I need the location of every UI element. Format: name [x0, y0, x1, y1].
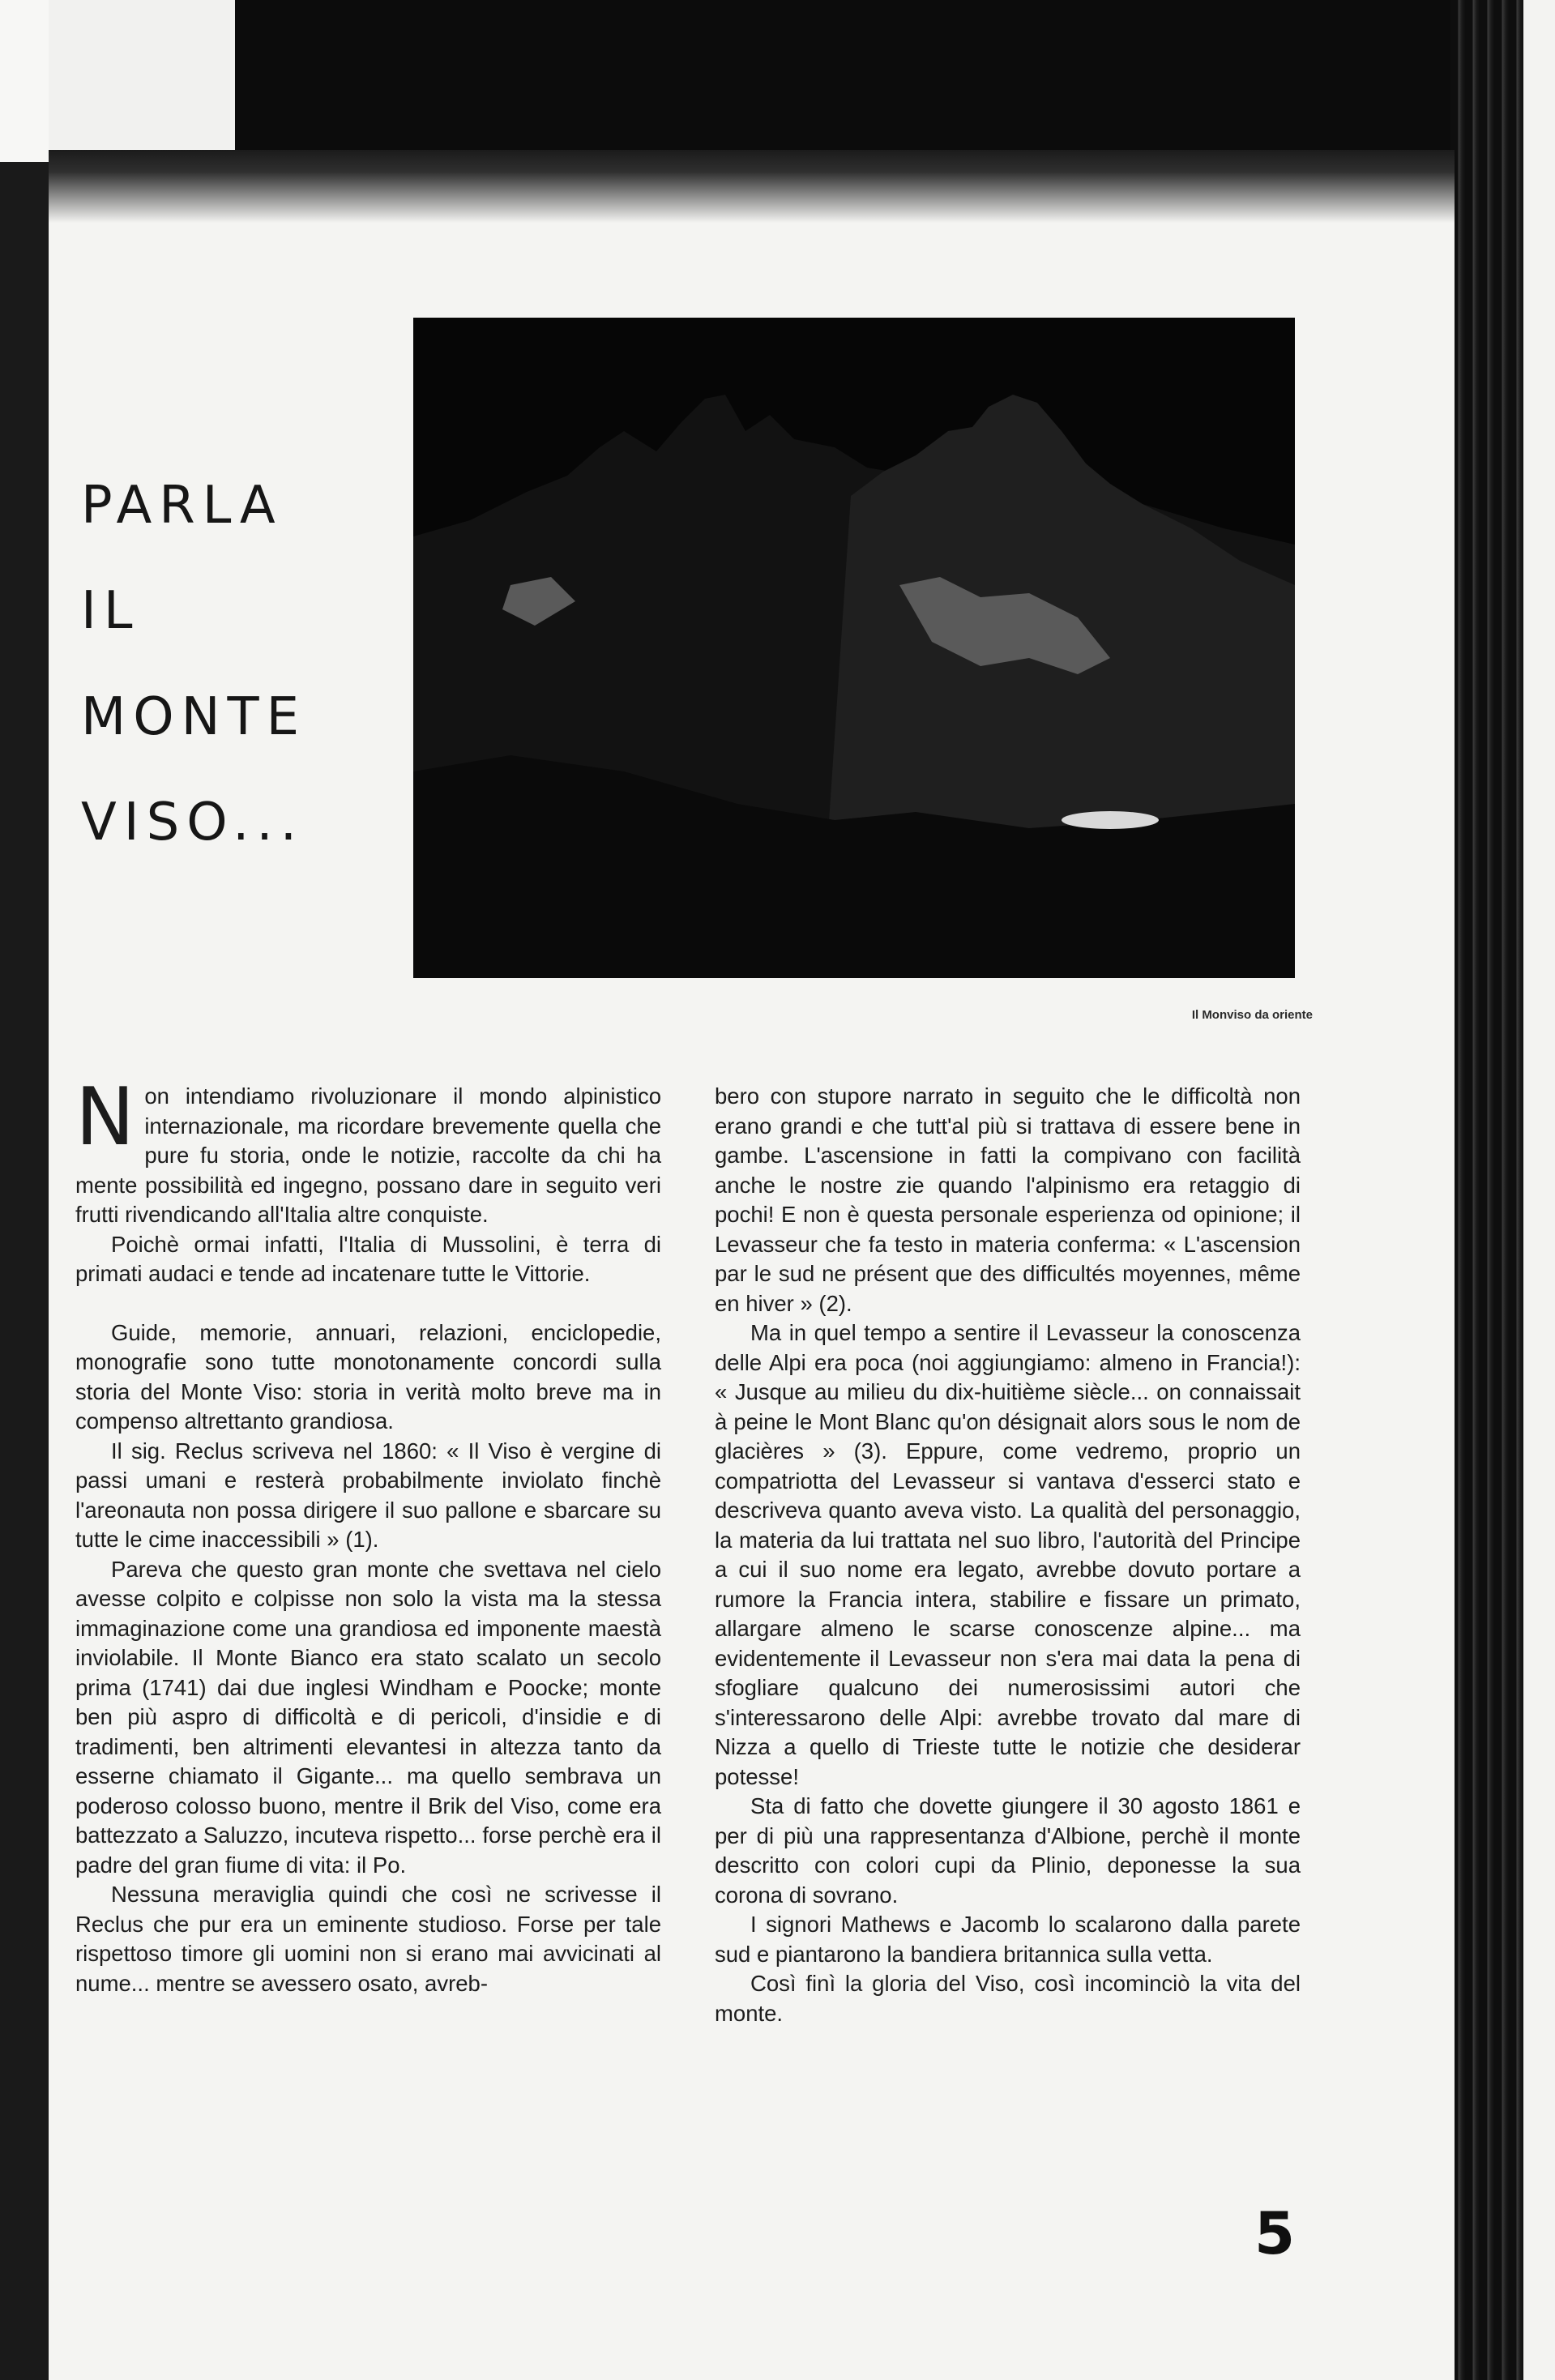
mountain-photo — [413, 318, 1295, 978]
paragraph-11: Così finì la gloria del Viso, così incominciò la vita del monte. — [715, 1971, 1301, 2026]
paragraph-4: Il sig. Reclus scriveva nel 1860: « Il Viso è vergine di passi umani e resterà probabilmente inviolato finchè l'areonauta non possa dirigere il suo pallone e sbarcare su tutte le cime inaccessibili » (1). — [75, 1438, 661, 1552]
paragraph-8: Ma in quel tempo a sentire il Levasseur la conoscenza delle Alpi era poca (noi aggiungiamo: almeno in Francia!): « Jusque au milieu du dix-huitième siècle... on connaissait à peine le Mont Blanc qu'on désignait alors sous le nom de glacières » (3). Eppure, come vedremo, proprio un compatriotta del Levasseur si vantava d'esserci stato e descriveva quanto aveva visto. La qualità del personaggio, la materia da lui trattata nel suo libro, l'autorità del Principe a cui il suo nome era legato, avrebbe dovuto portare a rumore la Francia intera, stabilire e fissare un primato, allargare almeno le scarse conoscenze alpine... ma evidentemente il Levasseur non s'era mai data la pena di sfogliare qualcuno dei numerosissimi autori che s'interessarono delle Alpi: avrebbe trovato dal mare di Nizza a quello di Trieste tutte le notizie che desiderar potesse! — [715, 1320, 1301, 1789]
title-line-2: IL — [81, 581, 140, 641]
title-line-4: VISO... — [81, 793, 305, 852]
photo-caption: Il Monviso da oriente — [1191, 1008, 1313, 1022]
scan-border-top-left-edge — [0, 0, 49, 162]
right-column — [715, 1082, 1301, 2028]
title-line-3: MONTE — [81, 687, 306, 747]
page-shadow — [49, 150, 1455, 223]
paragraph-1-text: on intendiamo rivoluzionare il mondo alpinistico internazionale, ma ricordare brevemente quella che pure fu storia, onde le notizie, raccolte da chi ha mente possibilità ed ingegno, possano dare in seguito veri frutti rivendicando all'Italia altre conquiste. — [75, 1083, 661, 1227]
paragraph-6: Nessuna meraviglia quindi che così ne scrivesse il Reclus che pur era un eminente studioso. Forse per tale rispettoso timore gli uomini non si erano mai avvicinati al nume... mentre se avessero osato, avreb- — [75, 1882, 661, 1996]
left-column — [75, 1071, 661, 1998]
paragraph-5: Pareva che questo gran monte che svettava nel cielo avesse colpito e colpisse non solo la vista ma la stessa immaginazione come una grandiosa ed imponente maestà inviolabile. Il Monte Bianco era stato scalato un secolo prima (1741) dai due inglesi Windham e Poocke; monte ben più aspro di difficoltà e di pericoli, d'insidie e di tradimenti, ben altrimenti elevantesi in altezza tanto da esserne chiamato il Gigante... ma quello sembrava un poderoso colosso buono, mentre il Brik del Viso, come era battezzato a Saluzzo, incuteva rispetto... forse perchè era il padre del gran fiume di vita: il Po. — [75, 1556, 661, 1878]
paragraph-10: I signori Mathews e Jacomb lo scalarono dalla parete sud e piantarono la bandiera britannica sulla vetta. — [715, 1912, 1301, 1967]
paragraph-2: Poichè ormai infatti, l'Italia di Mussolini, è terra di primati audaci e tende ad incatenare tutte le Vittorie. — [75, 1231, 661, 1286]
title-line-1: PARLA — [81, 476, 283, 536]
page-number: 5 — [1254, 2199, 1296, 2267]
paragraph-3: Guide, memorie, annuari, relazioni, enciclopedie, monografie sono tutte monotonamente concordi sulla storia del Monte Viso: storia in verità molto breve ma in compenso altrettanto grandiosa. — [75, 1319, 661, 1434]
paragraph-9: Sta di fatto che dovette giungere il 30 agosto 1861 e per di più una rappresentanza d'Albione, perchè il monte descritto con colori cupi da Plinio, deponesse la sua corona di sovrano. — [715, 1793, 1301, 1908]
photo-lake — [1062, 811, 1159, 829]
scan-border-right-edge — [1523, 0, 1555, 2380]
paragraph-7: bero con stupore narrato in seguito che le difficoltà non erano grandi e che tutt'al più si trattava di essere bene in gambe. L'ascensione in fatti la compivano con facilità anche le nostre zie quando l'alpinismo era retaggio di pochi! E non è questa personale esperienza od opinione; il Levasseur che fa testo in materia conferma: « L'ascension par le sud ne présent que des difficultés moyennes, même en hiver » (2). — [715, 1083, 1301, 1316]
paragraph-1 — [75, 1071, 661, 1230]
drop-cap: N — [75, 1071, 135, 1164]
mountain-photo-drawing — [413, 318, 1295, 978]
